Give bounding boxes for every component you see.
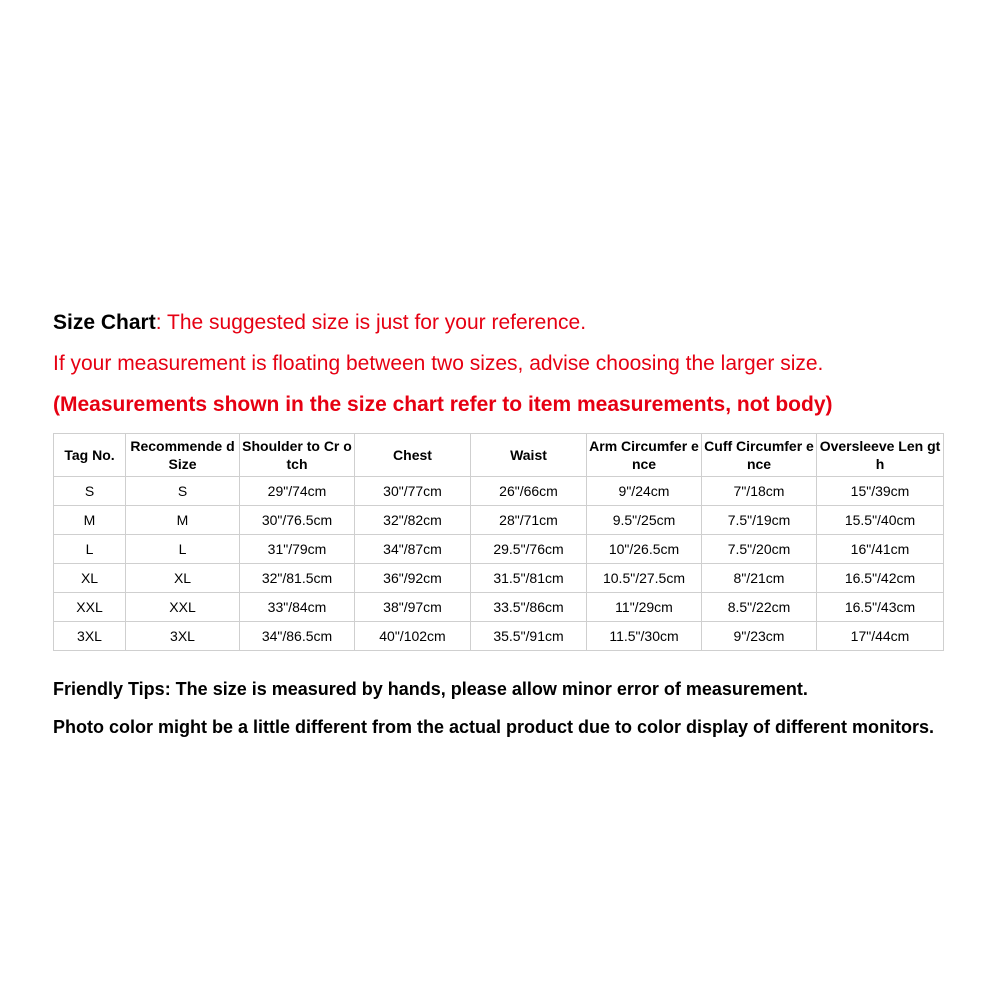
reference-note: The suggested size is just for your reference. <box>161 311 587 334</box>
table-header-row <box>54 434 944 477</box>
table-cell: 26"/66cm <box>471 477 587 506</box>
friendly-tips <box>53 677 953 739</box>
column-header: Chest <box>355 434 471 477</box>
table-row <box>54 535 944 564</box>
table-cell: 15"/39cm <box>817 477 944 506</box>
table-cell: L <box>126 535 240 564</box>
table-cell: 36"/92cm <box>355 564 471 593</box>
table-cell: 8"/21cm <box>702 564 817 593</box>
table-cell: L <box>54 535 126 564</box>
table-cell: 16.5"/43cm <box>817 593 944 622</box>
table-cell: 40"/102cm <box>355 622 471 651</box>
table-cell: 10"/26.5cm <box>587 535 702 564</box>
table-cell: 29.5"/76cm <box>471 535 587 564</box>
table-cell: 34"/86.5cm <box>240 622 355 651</box>
table-cell: 9.5"/25cm <box>587 506 702 535</box>
column-header: Waist <box>471 434 587 477</box>
table-cell: 8.5"/22cm <box>702 593 817 622</box>
table-cell: 30"/77cm <box>355 477 471 506</box>
table-row <box>54 506 944 535</box>
larger-size-advice: If your measurement is floating between two sizes, advise choosing the larger size. <box>53 352 824 375</box>
table-cell: 31.5"/81cm <box>471 564 587 593</box>
heading-colon: : <box>155 311 162 334</box>
column-header: Arm Circumfer ence <box>587 434 702 477</box>
column-header: Tag No. <box>54 434 126 477</box>
table-cell: XXL <box>126 593 240 622</box>
size-chart-label: Size Chart <box>53 311 156 334</box>
table-row <box>54 477 944 506</box>
table-cell: 15.5"/40cm <box>817 506 944 535</box>
table-cell: 34"/87cm <box>355 535 471 564</box>
table-cell: M <box>54 506 126 535</box>
table-cell: S <box>54 477 126 506</box>
table-cell: 3XL <box>126 622 240 651</box>
table-cell: 3XL <box>54 622 126 651</box>
table-cell: M <box>126 506 240 535</box>
table-cell: 33"/84cm <box>240 593 355 622</box>
size-chart-heading <box>53 310 953 336</box>
table-cell: 32"/82cm <box>355 506 471 535</box>
table-cell: 11"/29cm <box>587 593 702 622</box>
table-cell: S <box>126 477 240 506</box>
table-cell: 29"/74cm <box>240 477 355 506</box>
table-cell: 16"/41cm <box>817 535 944 564</box>
table-cell: 11.5"/30cm <box>587 622 702 651</box>
column-header: Shoulder to Cr otch <box>240 434 355 477</box>
tip-photo-color: Photo color might be a little different from the actual product due to color display of different monitors. <box>53 717 935 737</box>
table-cell: 17"/44cm <box>817 622 944 651</box>
table-row <box>54 564 944 593</box>
table-body <box>54 477 944 651</box>
column-header: Recommende d Size <box>126 434 240 477</box>
size-table <box>53 433 944 651</box>
tip-measurement-error: Friendly Tips: The size is measured by hands, please allow minor error of measurement. <box>53 679 808 699</box>
column-header: Oversleeve Len gth <box>817 434 944 477</box>
size-chart-content <box>53 310 953 753</box>
table-row <box>54 593 944 622</box>
table-cell: 7"/18cm <box>702 477 817 506</box>
table-cell: 7.5"/20cm <box>702 535 817 564</box>
table-cell: XL <box>126 564 240 593</box>
table-cell: XXL <box>54 593 126 622</box>
table-cell: 38"/97cm <box>355 593 471 622</box>
table-cell: 31"/79cm <box>240 535 355 564</box>
table-cell: 32"/81.5cm <box>240 564 355 593</box>
table-cell: 33.5"/86cm <box>471 593 587 622</box>
table-cell: 30"/76.5cm <box>240 506 355 535</box>
table-cell: 9"/24cm <box>587 477 702 506</box>
table-cell: 7.5"/19cm <box>702 506 817 535</box>
table-cell: 35.5"/91cm <box>471 622 587 651</box>
table-cell: XL <box>54 564 126 593</box>
table-cell: 28"/71cm <box>471 506 587 535</box>
table-cell: 10.5"/27.5cm <box>587 564 702 593</box>
table-row <box>54 622 944 651</box>
table-cell: 16.5"/42cm <box>817 564 944 593</box>
measurement-disclaimer: (Measurements shown in the size chart refer to item measurements, not body) <box>53 393 833 416</box>
table-cell: 9"/23cm <box>702 622 817 651</box>
column-header: Cuff Circumfer ence <box>702 434 817 477</box>
